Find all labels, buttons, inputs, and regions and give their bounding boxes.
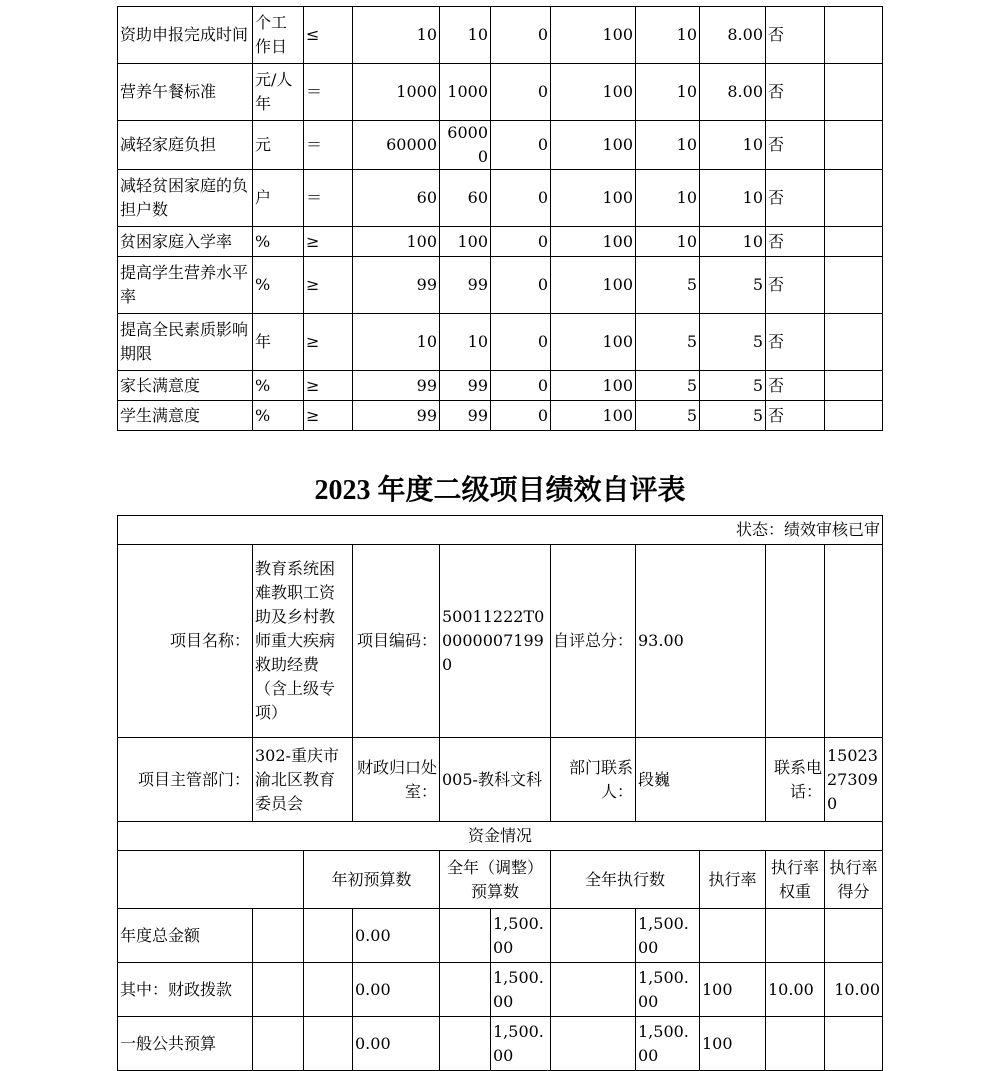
cell-flag: 否 <box>766 227 825 257</box>
cell-executed: 1,500.00 <box>636 909 700 963</box>
cell-unit: % <box>253 227 304 257</box>
cell-v5: 10 <box>636 121 700 170</box>
table-row <box>118 909 883 963</box>
cell-rate <box>700 909 766 963</box>
office-value: 005-教科文科 <box>440 738 551 822</box>
cell-initial: 0.00 <box>353 963 440 1017</box>
cell-unit: % <box>253 371 304 401</box>
cell-op: ≥ <box>304 401 353 431</box>
cell-v6: 8.00 <box>700 64 766 121</box>
project-name-label: 项目名称： <box>118 545 253 738</box>
cell-v3: 0 <box>491 121 551 170</box>
cell-v6: 8.00 <box>700 7 766 64</box>
header-score: 执行率得分 <box>825 851 883 909</box>
cell-v1: 99 <box>353 371 440 401</box>
cell-v2: 1000 <box>440 64 491 121</box>
cell-v1: 10 <box>353 314 440 371</box>
cell-v1: 99 <box>353 401 440 431</box>
cell-op: ≥ <box>304 314 353 371</box>
cell-v6: 10 <box>700 121 766 170</box>
cell-executed: 1,500.00 <box>636 1017 700 1071</box>
cell-v6: 5 <box>700 257 766 314</box>
cell-score <box>825 1017 883 1071</box>
cell-flag: 否 <box>766 121 825 170</box>
dept-label: 项目主管部门： <box>118 738 253 822</box>
score-value: 93.00 <box>636 545 766 738</box>
cell-v3: 0 <box>491 257 551 314</box>
cell-v4: 100 <box>551 401 636 431</box>
cell-v2: 60 <box>440 170 491 227</box>
cell-v3: 0 <box>491 371 551 401</box>
cell-v4: 100 <box>551 121 636 170</box>
project-code-label: 项目编码： <box>353 545 440 738</box>
cell-v5: 5 <box>636 371 700 401</box>
cell-flag: 否 <box>766 257 825 314</box>
indicator-table <box>117 6 883 431</box>
header-weight: 执行率权重 <box>766 851 825 909</box>
cell-v2: 99 <box>440 401 491 431</box>
header-rate: 执行率 <box>700 851 766 909</box>
cell-name: 年度总金额 <box>118 909 253 963</box>
cell-note <box>825 7 883 64</box>
cell-note <box>825 371 883 401</box>
table-row <box>118 121 883 170</box>
funds-section-title: 资金情况 <box>118 822 883 851</box>
phone-label: 联系电话： <box>766 738 825 822</box>
table-row <box>118 227 883 257</box>
cell-adjusted: 1,500.00 <box>491 963 551 1017</box>
cell-op: ≥ <box>304 257 353 314</box>
cell-v1: 1000 <box>353 64 440 121</box>
cell-name: 其中：财政拨款 <box>118 963 253 1017</box>
table-row <box>118 314 883 371</box>
cell-name: 提高学生营养水平率 <box>118 257 253 314</box>
cell-weight: 10.00 <box>766 963 825 1017</box>
cell-v3: 0 <box>491 401 551 431</box>
cell-v4: 100 <box>551 64 636 121</box>
cell-unit: 年 <box>253 314 304 371</box>
cell-unit: 元/人年 <box>253 64 304 121</box>
cell-op: ＝ <box>304 121 353 170</box>
phone-value: 15023273090 <box>825 738 883 822</box>
cell-name: 减轻家庭负担 <box>118 121 253 170</box>
cell-v3: 0 <box>491 227 551 257</box>
cell-note <box>825 121 883 170</box>
table-row <box>118 371 883 401</box>
contact-label: 部门联系人： <box>551 738 636 822</box>
cell-v3: 0 <box>491 314 551 371</box>
cell-v6: 10 <box>700 170 766 227</box>
cell-v4: 100 <box>551 257 636 314</box>
cell-op: ≥ <box>304 371 353 401</box>
cell-flag: 否 <box>766 7 825 64</box>
cell-v1: 99 <box>353 257 440 314</box>
cell-v3: 0 <box>491 64 551 121</box>
cell-unit: 户 <box>253 170 304 227</box>
cell-unit: % <box>253 401 304 431</box>
table-row <box>118 257 883 314</box>
cell-rate: 100 <box>700 963 766 1017</box>
cell-v5: 10 <box>636 64 700 121</box>
dept-value: 302-重庆市渝北区教育委员会 <box>253 738 353 822</box>
cell-v4: 100 <box>551 371 636 401</box>
cell-score <box>825 909 883 963</box>
cell-v6: 10 <box>700 227 766 257</box>
cell-flag: 否 <box>766 401 825 431</box>
cell-flag: 否 <box>766 64 825 121</box>
cell-v4: 100 <box>551 227 636 257</box>
cell-score: 10.00 <box>825 963 883 1017</box>
self-evaluation-table <box>117 515 883 1071</box>
cell-v6: 5 <box>700 314 766 371</box>
cell-name: 一般公共预算 <box>118 1017 253 1071</box>
project-name-value: 教育系统困难教职工资助及乡村教师重大疾病救助经费（含上级专项） <box>253 545 353 738</box>
cell-v5: 5 <box>636 257 700 314</box>
cell-rate: 100 <box>700 1017 766 1071</box>
table-row <box>118 401 883 431</box>
cell-v2: 10 <box>440 7 491 64</box>
table-row <box>118 170 883 227</box>
cell-v1: 100 <box>353 227 440 257</box>
cell-name: 贫困家庭入学率 <box>118 227 253 257</box>
cell-op: ≥ <box>304 227 353 257</box>
cell-name: 资助申报完成时间 <box>118 7 253 64</box>
cell-note <box>825 64 883 121</box>
cell-initial: 0.00 <box>353 1017 440 1071</box>
office-label: 财政归口处室： <box>353 738 440 822</box>
header-executed: 全年执行数 <box>551 851 700 909</box>
cell-op: ≤ <box>304 7 353 64</box>
page-title: 2023 年度二级项目绩效自评表 <box>314 475 686 506</box>
cell-initial: 0.00 <box>353 909 440 963</box>
cell-v2: 10 <box>440 314 491 371</box>
cell-note <box>825 257 883 314</box>
cell-v4: 100 <box>551 170 636 227</box>
cell-v1: 60000 <box>353 121 440 170</box>
project-code-value: 50011222T000000071990 <box>440 545 551 738</box>
cell-executed: 1,500.00 <box>636 963 700 1017</box>
cell-unit: 个工作日 <box>253 7 304 64</box>
cell-v5: 5 <box>636 401 700 431</box>
cell-note <box>825 314 883 371</box>
cell-weight <box>766 909 825 963</box>
status-badge: 状态：绩效审核已审 <box>118 516 883 545</box>
cell-name: 营养午餐标准 <box>118 64 253 121</box>
table-row <box>118 64 883 121</box>
cell-adjusted: 1,500.00 <box>491 909 551 963</box>
table-row <box>118 7 883 64</box>
cell-v5: 5 <box>636 314 700 371</box>
cell-note <box>825 227 883 257</box>
cell-op: ＝ <box>304 64 353 121</box>
cell-v6: 5 <box>700 401 766 431</box>
table-row <box>118 963 883 1017</box>
cell-unit: % <box>253 257 304 314</box>
header-initial: 年初预算数 <box>304 851 440 909</box>
contact-value: 段巍 <box>636 738 766 822</box>
header-adjusted: 全年（调整）预算数 <box>440 851 551 909</box>
cell-v5: 10 <box>636 227 700 257</box>
cell-v4: 100 <box>551 314 636 371</box>
cell-op: ＝ <box>304 170 353 227</box>
cell-v1: 10 <box>353 7 440 64</box>
table-row <box>118 1017 883 1071</box>
cell-flag: 否 <box>766 170 825 227</box>
cell-adjusted: 1,500.00 <box>491 1017 551 1071</box>
cell-v6: 5 <box>700 371 766 401</box>
cell-note <box>825 170 883 227</box>
cell-v3: 0 <box>491 7 551 64</box>
cell-name: 减轻贫困家庭的负担户数 <box>118 170 253 227</box>
cell-unit: 元 <box>253 121 304 170</box>
score-label: 自评总分： <box>551 545 636 738</box>
cell-v4: 100 <box>551 7 636 64</box>
cell-note <box>825 401 883 431</box>
cell-v3: 0 <box>491 170 551 227</box>
cell-name: 家长满意度 <box>118 371 253 401</box>
cell-flag: 否 <box>766 314 825 371</box>
cell-v2: 99 <box>440 371 491 401</box>
cell-v5: 10 <box>636 170 700 227</box>
cell-v2: 60000 <box>440 121 491 170</box>
cell-flag: 否 <box>766 371 825 401</box>
cell-v2: 99 <box>440 257 491 314</box>
cell-weight <box>766 1017 825 1071</box>
cell-name: 学生满意度 <box>118 401 253 431</box>
cell-v2: 100 <box>440 227 491 257</box>
cell-v5: 10 <box>636 7 700 64</box>
cell-name: 提高全民素质影响期限 <box>118 314 253 371</box>
cell-v1: 60 <box>353 170 440 227</box>
